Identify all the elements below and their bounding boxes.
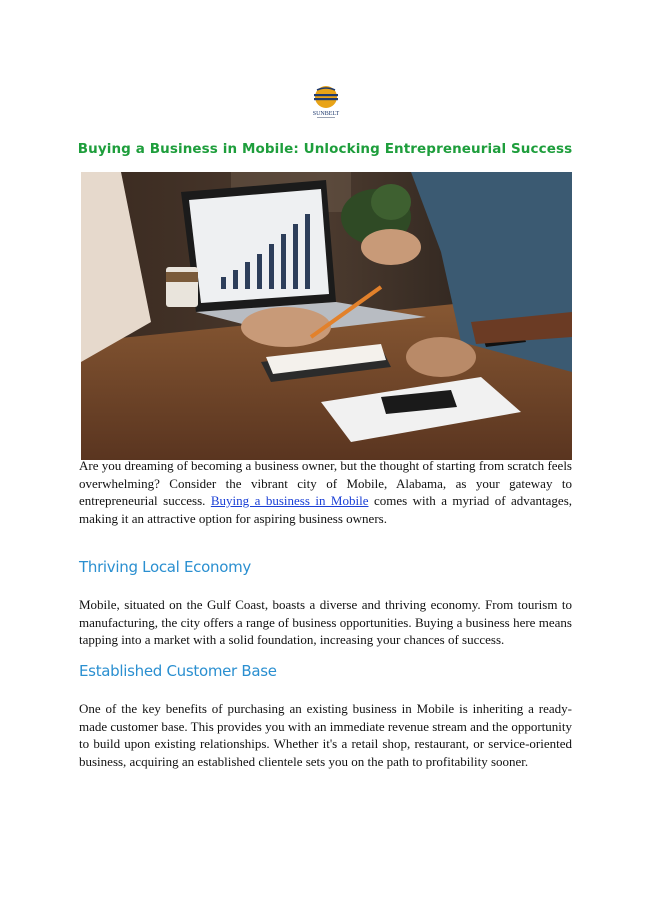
logo-brand-text: SUNBELT — [312, 111, 340, 117]
section-body-thriving-economy: Mobile, situated on the Gulf Coast, boasts a diverse and thriving economy. From tourism to manufacturing, the city offers a range of business opportunities. Buying a business here means tapping into a market with a solid foundation, increasing your chances of success. — [79, 597, 572, 647]
sunbelt-logo — [308, 84, 344, 120]
intro-paragraph — [79, 457, 572, 527]
business-meeting-photo — [81, 172, 572, 460]
section-heading-thriving-economy: Thriving Local Economy — [79, 558, 251, 576]
intro-text-before-link: Are you dreaming of becoming a business owner, but the thought of starting from scratch feels overwhelming? Consider the vibrant city of Mobile, Alabama, as your gateway to entrepreneurial success. — [79, 458, 572, 508]
intro-text-after-link: comes with a myriad of advantages, making it an attractive option for aspiring business owners. — [79, 493, 573, 526]
document-title: Buying a Business in Mobile: Unlocking Entrepreneurial Success — [77, 141, 573, 157]
section-body-customer-base: One of the key benefits of purchasing an existing business in Mobile is inheriting a ready-made customer base. This provides you with an immediate revenue stream and the opportunity to build upon existing relationships. Whether it's a retail shop, restaurant, or service-oriented business, acquiring an established clientele sets you on the path to profitability sooner. — [79, 701, 572, 769]
sunbelt-logo-icon — [308, 84, 344, 120]
section-heading-customer-base: Established Customer Base — [79, 662, 277, 680]
buying-business-mobile-link[interactable]: Buying a business in Mobile — [210, 493, 369, 508]
